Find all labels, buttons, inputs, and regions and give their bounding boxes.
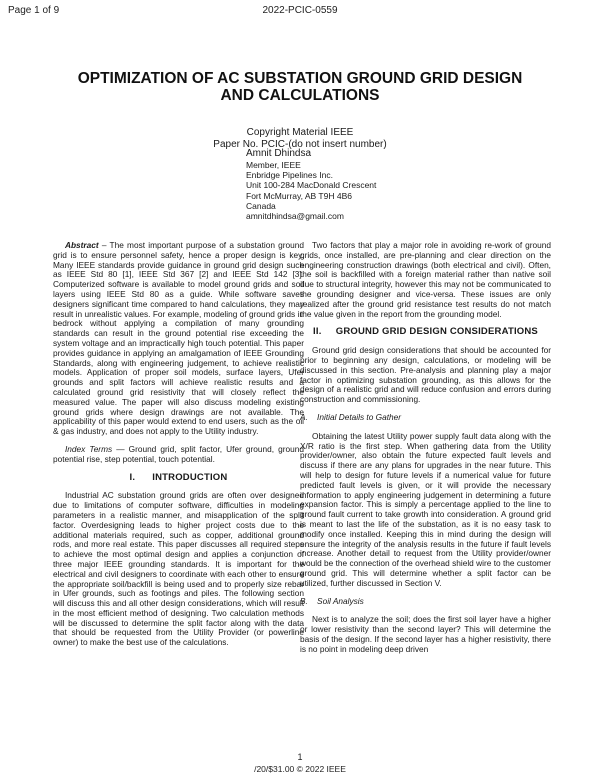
page-number: 1 — [297, 752, 303, 762]
viewer-bar — [0, 0, 600, 22]
section-heading-2: II. GROUND GRID DESIGN CONSIDERATIONS — [313, 326, 538, 338]
author-block — [246, 148, 446, 221]
left-column — [53, 241, 304, 656]
introduction-paragraph: Industrial AC substation ground grids are often over designed due to limitations of computer software, difficulties in modeling parameters in a realistic manner, and misapplication of the split factor. Overdesigning leads to higher project costs due to the additional materials required, such as copper, additional ground rods, and more real estate. This paper discusses all required steps to achieve the most optimal design and applies a conjunction of three major IEEE grounding standards. It is important for the electrical and civil designers to coordinate with each other to ensure the appropriate soil/backfill is being used and to properly size rebar in Ufer grounds, such as footings and piles. The following section will discuss this and all other design considerations, which will result in the most efficient method of designing. Two calculation methods will be discussed to determine the split factor along with the data that should be requested from the Utility Provider (or powerline owner) to make the best use of the calculations. — [53, 490, 304, 648]
abstract-label: Abstract — [65, 240, 99, 250]
right-column — [300, 241, 551, 662]
copyright-line: Copyright Material IEEE — [246, 127, 354, 138]
author-email: amnitdhindsa@gmail.com — [246, 211, 344, 222]
abstract-paragraph — [53, 241, 304, 437]
body-paragraph: Next is to analyze the soil; does the first soil layer have a higher or lower resistivity than the second layer? This will determine the basis of the design. If the second layer has a higher resistivity, there is no point in modeling deep driven — [300, 614, 551, 654]
document-id: 2022-PCIC-0559 — [262, 5, 338, 16]
page-indicator: Page 1 of 9 — [8, 5, 60, 16]
paper-title: OPTIMIZATION OF AC SUBSTATION GROUND GRID DESIGN AND CALCULATIONS — [77, 70, 523, 104]
body-paragraph: Obtaining the latest Utility power supply fault data along with the X/R ratio is the first step. When gathering data from the Utility provider/owner, also obtain the future expected fault levels and discuss if there are any plans for upgrades in the near future. This will help to design for future levels if a numerical value for future predicted fault levels is given, or it will provide the necessary information to apply engineering judgement in determining a future expansion factor. This is simply a percentage applied to the line to ground fault current to take growth into consideration. A ground grid is meant to last the life of the substation, as it is no easy task to modify once installed. Keeping this in mind during the design will ensure the integrity of the analysis results in the future if fault levels increase. Another detail to request from the Utility provider/owner would be the connection of the overhead shield wire to the customer ground grid. This will determine whether a split factor can be utilized, further discussed in Section V. — [300, 430, 551, 588]
author-line: Unit 100-284 MacDonald Crescent — [246, 180, 377, 191]
index-terms-text: — Ground grid, split factor, Ufer ground, ground potential rise, step potential, touch potential. — [53, 443, 304, 464]
index-terms-paragraph — [53, 445, 304, 465]
index-terms-label: Index Terms — [65, 443, 113, 454]
body-paragraph: Two factors that play a major role in avoiding re-work of ground grids, once installed, are pre-planning and clear direction on the engineering construction drawings (both electrical and civil). Often, the soil is backfilled with a foreign material rather than native soil due to structural integrity, however this may not be communicated to the grounding designer and vice-versa. These issues are only realized after the ground grid resistance test results do not match the value given in the report from the grounding model. — [300, 240, 551, 319]
subsection-heading-a: A. Initial Details to Gather — [300, 411, 401, 422]
author-line: Fort McMurray, AB T9H 4B6 — [246, 190, 352, 201]
subsection-heading-b: B. Soil Analysis — [300, 595, 364, 606]
author-name: Amnit Dhindsa — [246, 148, 312, 159]
author-line: Enbridge Pipelines Inc. — [246, 170, 333, 181]
body-paragraph: Ground grid design considerations that should be accounted for prior to beginning any design, calculations, or modeling will be discussed in this section. Pre-analysis and planning play a major factor in optimizing substation grounding, as this allows for the design of a realistic grid and will reduce confusion and errors during construction and commissioning. — [300, 345, 551, 405]
paper-number: Paper No. PCIC-(do not insert number) — [213, 139, 387, 150]
abstract-text: – The most important purpose of a substation ground grid is to ensure personnel safety, hence a proper design is key. Many IEEE standards provide guidance in ground grid design such as IEEE Std 80 [1], IEEE Std 367 [2] and IEEE Std 142 [3]. Computerized software is available to model ground grids and soil layers using IEEE Std 80 as a guide. While software saves designers significant time compared to hand calculations, they may result in unrealistic values. For example, modeling of ground grids in bedrock without applying a compilation of many grounding standards can result in the ground potential rise exceeding the system voltage and an impractically high touch potential. This paper provides guidance in applying an amalgamation of IEEE Grounding Standards, along with engineering judgement, to achieve realistic models. Application of proper soil models, surface layers, Ufer grounds and split factors will achieve realistic results and a calculated ground grid resistivity that will closely reflect the measured value. The paper will also discuss modeling existing ground grids where design drawings are not available. The applicability of this paper would extend to end users, such as the oil & gas industry, and does not apply to the Utility industry. — [53, 240, 304, 437]
author-line: Member, IEEE — [246, 160, 301, 170]
footer-copyright: /20/$31.00 © 2022 IEEE — [254, 764, 346, 774]
author-line: Canada — [246, 200, 276, 211]
introduction-heading: I. INTRODUCTION — [129, 471, 228, 483]
